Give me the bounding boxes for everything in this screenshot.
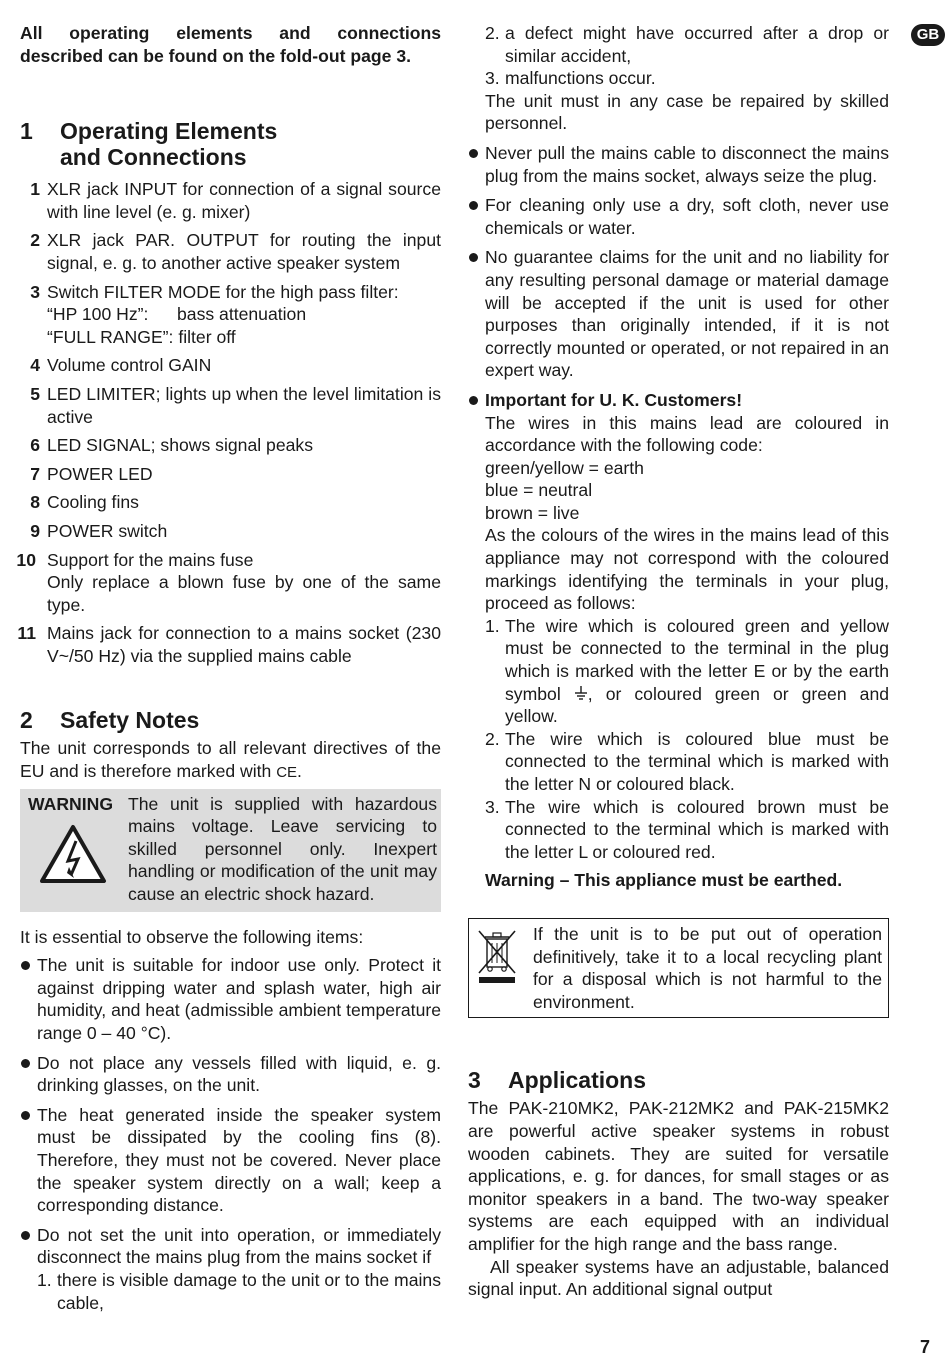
ce-mark-icon: CE	[276, 764, 298, 782]
bullet-icon	[21, 961, 30, 970]
bullet-text: The heat generated inside the speaker system must be dissipated by the cooling fins (8). Therefore, they must not be covered. Never place the speaker system directly on a wall; keep a corresponding distance.	[37, 1104, 441, 1216]
ce-text: The unit corresponds to all relevant directives of the EU and is therefore marked with	[20, 738, 441, 782]
condition-item	[485, 67, 889, 90]
bullet-text: No guarantee claims for the unit and no liability for any resulting personal damage or material damage will be accepted if the unit is used for other purposes than originally intended, if it is not correctly mounted or operated, or not repaired in an expert way.	[485, 247, 889, 381]
intro-note: All operating elements and connections described can be found on the fold-out page 3.	[20, 23, 441, 66]
list-item	[20, 1052, 441, 1097]
section-title-line2: and Connections	[60, 144, 247, 171]
list-item	[17, 622, 441, 667]
bullet-text: Do not set the unit into operation, or immediately disconnect the mains plug from the mains socket if	[37, 1224, 441, 1268]
list-item	[20, 1224, 441, 1314]
item-number: 4	[30, 355, 40, 376]
wire-step	[485, 796, 889, 864]
condition-text: there is visible damage to the unit or to the mains cable,	[57, 1269, 441, 1313]
bullet-icon	[21, 1231, 30, 1240]
warning-box	[20, 789, 441, 912]
applications-paragraph: The PAK-210MK2, PAK-212MK2 and PAK-215MK2 are powerful active speaker systems in robust wooden cabinets. They are suited for versatile applications, e. g. for dances, for small stages or as monitor speakers in a band. The two-way speaker systems are each equipped with an individual amplifier for the high range and the bass range.	[468, 1098, 889, 1254]
item-text: XLR jack PAR. OUTPUT for routing the input signal, e. g. to another active speaker system	[47, 230, 441, 273]
left-column	[16, 22, 441, 1314]
wire-step	[485, 615, 889, 728]
option-value: bass attenuation	[177, 304, 307, 325]
wire-code-earth: green/yellow = earth	[485, 457, 644, 478]
page-number: 7	[920, 1337, 931, 1357]
item-number: 9	[30, 520, 40, 541]
elements-list	[16, 178, 441, 667]
list-item	[20, 954, 441, 1044]
recycling-box	[468, 918, 889, 1018]
weee-crossed-bin-icon	[475, 927, 519, 991]
section-1-heading	[20, 118, 441, 170]
item-number: 5	[30, 383, 40, 404]
bullet-icon	[21, 1059, 30, 1068]
condition-number: 1.	[37, 1269, 52, 1290]
ce-paragraph: The unit corresponds to all relevant directives of the EU and is therefore marked with CE.	[20, 738, 441, 782]
electric-hazard-icon	[38, 823, 108, 891]
step-number: 2.	[485, 728, 500, 749]
uk-heading: Important for U. K. Customers!	[485, 389, 743, 410]
earth-warning: Warning – This appliance must be earthed.	[485, 870, 843, 891]
bullet-text: The unit is suitable for indoor use only. Protect it against dripping water and splash water, high air humidity, and heat (admissible ambient temperature range 0 – 40 °C).	[37, 955, 441, 1043]
condition-item	[485, 22, 889, 67]
item-number: 2	[30, 230, 40, 251]
item-text: LED SIGNAL; shows signal peaks	[47, 435, 313, 456]
step-text: The wire which is coloured brown must be connected to the terminal which is marked with the letter L or coloured red.	[505, 796, 889, 862]
list-item	[468, 142, 889, 187]
item-text: Support for the mains fuse	[47, 549, 254, 570]
item-number: 10	[16, 549, 36, 570]
option-label: “HP 100 Hz”:	[47, 304, 149, 325]
list-item	[16, 549, 441, 617]
uk-notice	[468, 389, 889, 892]
list-item	[20, 434, 441, 457]
item-text: POWER LED	[47, 463, 153, 484]
item-number: 11	[17, 623, 36, 644]
list-item	[20, 491, 441, 514]
bullet-icon	[469, 201, 478, 210]
item-text: POWER switch	[47, 520, 168, 541]
list-item	[468, 194, 889, 239]
step-number: 3.	[485, 796, 500, 817]
repair-note: The unit must in any case be repaired by skilled personnel.	[485, 90, 889, 134]
item-number: 6	[30, 435, 40, 456]
section-2-heading	[20, 707, 441, 733]
uk-paragraph: As the colours of the wires in the mains lead of this appliance may not correspond with the coloured markings identifying the terminals in your plug, proceed as follows:	[485, 525, 889, 614]
condition-item	[37, 1269, 441, 1314]
step-text: The wire which is coloured blue must be connected to the terminal which is marked with the letter N or coloured black.	[505, 728, 889, 794]
item-text-continued: Only replace a blown fuse by one of the same type.	[47, 572, 441, 615]
condition-number: 3.	[485, 68, 500, 89]
conditions-continued	[468, 22, 889, 135]
condition-text: a defect might have occurred after a drop or similar accident,	[505, 23, 889, 66]
section-number: 1	[20, 118, 33, 145]
item-number: 7	[30, 463, 40, 484]
language-badge: GB	[911, 24, 945, 46]
item-text: XLR jack INPUT for connection of a signal source with line level (e. g. mixer)	[47, 179, 441, 222]
option-text: “FULL RANGE”: filter off	[47, 326, 236, 347]
list-item	[20, 281, 441, 349]
warning-label: WARNING	[28, 793, 114, 814]
bullet-icon	[21, 1111, 30, 1120]
warning-text: The unit is supplied with hazardous mains voltage. Leave servicing to skilled personnel only. Inexpert handling or modification of the unit may cause an electric shock hazard.	[128, 793, 437, 905]
step-text-continued: , or coloured green or green and yellow.	[505, 683, 890, 727]
section-3-heading	[468, 1067, 889, 1093]
item-text: Mains jack for connection to a mains socket (230 V~/50 Hz) via the supplied mains cable	[47, 623, 441, 666]
list-item	[20, 354, 441, 377]
section-number: 2	[20, 707, 33, 734]
applications-paragraph-2: All speaker systems have an adjustable, balanced signal input. An additional signal output	[468, 1256, 889, 1300]
item-text: Volume control GAIN	[47, 355, 212, 376]
list-item	[20, 178, 441, 223]
step-number: 1.	[485, 615, 500, 636]
bullet-text: For cleaning only use a dry, soft cloth, never use chemicals or water.	[485, 195, 889, 238]
bullet-icon	[469, 253, 478, 262]
bullet-icon	[469, 396, 478, 405]
item-number: 3	[30, 281, 40, 302]
section-title: Safety Notes	[60, 707, 200, 734]
step-text: The wire which is coloured green and yellow must be connected to the terminal in the plug which is marked with the letter E or by the earth symbol	[505, 615, 889, 704]
right-column	[468, 22, 889, 1301]
list-item	[468, 246, 889, 382]
item-text: Switch FILTER MODE for the high pass filter:	[47, 281, 399, 302]
item-number: 1	[30, 179, 40, 200]
condition-text: malfunctions occur.	[505, 68, 656, 89]
bullet-text: Never pull the mains cable to disconnect the mains plug from the mains socket, always seize the plug.	[485, 142, 889, 186]
recycling-text: If the unit is to be put out of operation definitively, take it to a local recycling plant for a disposal which is not harmful to the environment.	[533, 923, 882, 1012]
uk-intro: The wires in this mains lead are coloured in accordance with the following code:	[485, 412, 889, 456]
bullet-icon	[469, 149, 478, 158]
item-text: Cooling fins	[47, 492, 139, 513]
list-item	[20, 229, 441, 274]
list-item	[20, 520, 441, 543]
item-text: LED LIMITER; lights up when the level limitation is active	[47, 383, 441, 427]
observe-intro: It is essential to observe the following items:	[20, 926, 364, 947]
wire-code-live: brown = live	[485, 502, 580, 523]
item-number: 8	[30, 492, 40, 513]
section-title-line1: Operating Elements	[60, 118, 278, 145]
earth-symbol-icon	[574, 686, 588, 702]
condition-number: 2.	[485, 23, 500, 43]
list-item	[20, 1104, 441, 1217]
wire-code-neutral: blue = neutral	[485, 480, 593, 501]
section-number: 3	[468, 1067, 481, 1094]
bullet-text: Do not place any vessels filled with liquid, e. g. drinking glasses, on the unit.	[37, 1052, 441, 1096]
wire-step	[485, 728, 889, 796]
list-item	[20, 383, 441, 428]
list-item	[20, 463, 441, 486]
section-title: Applications	[508, 1067, 647, 1094]
